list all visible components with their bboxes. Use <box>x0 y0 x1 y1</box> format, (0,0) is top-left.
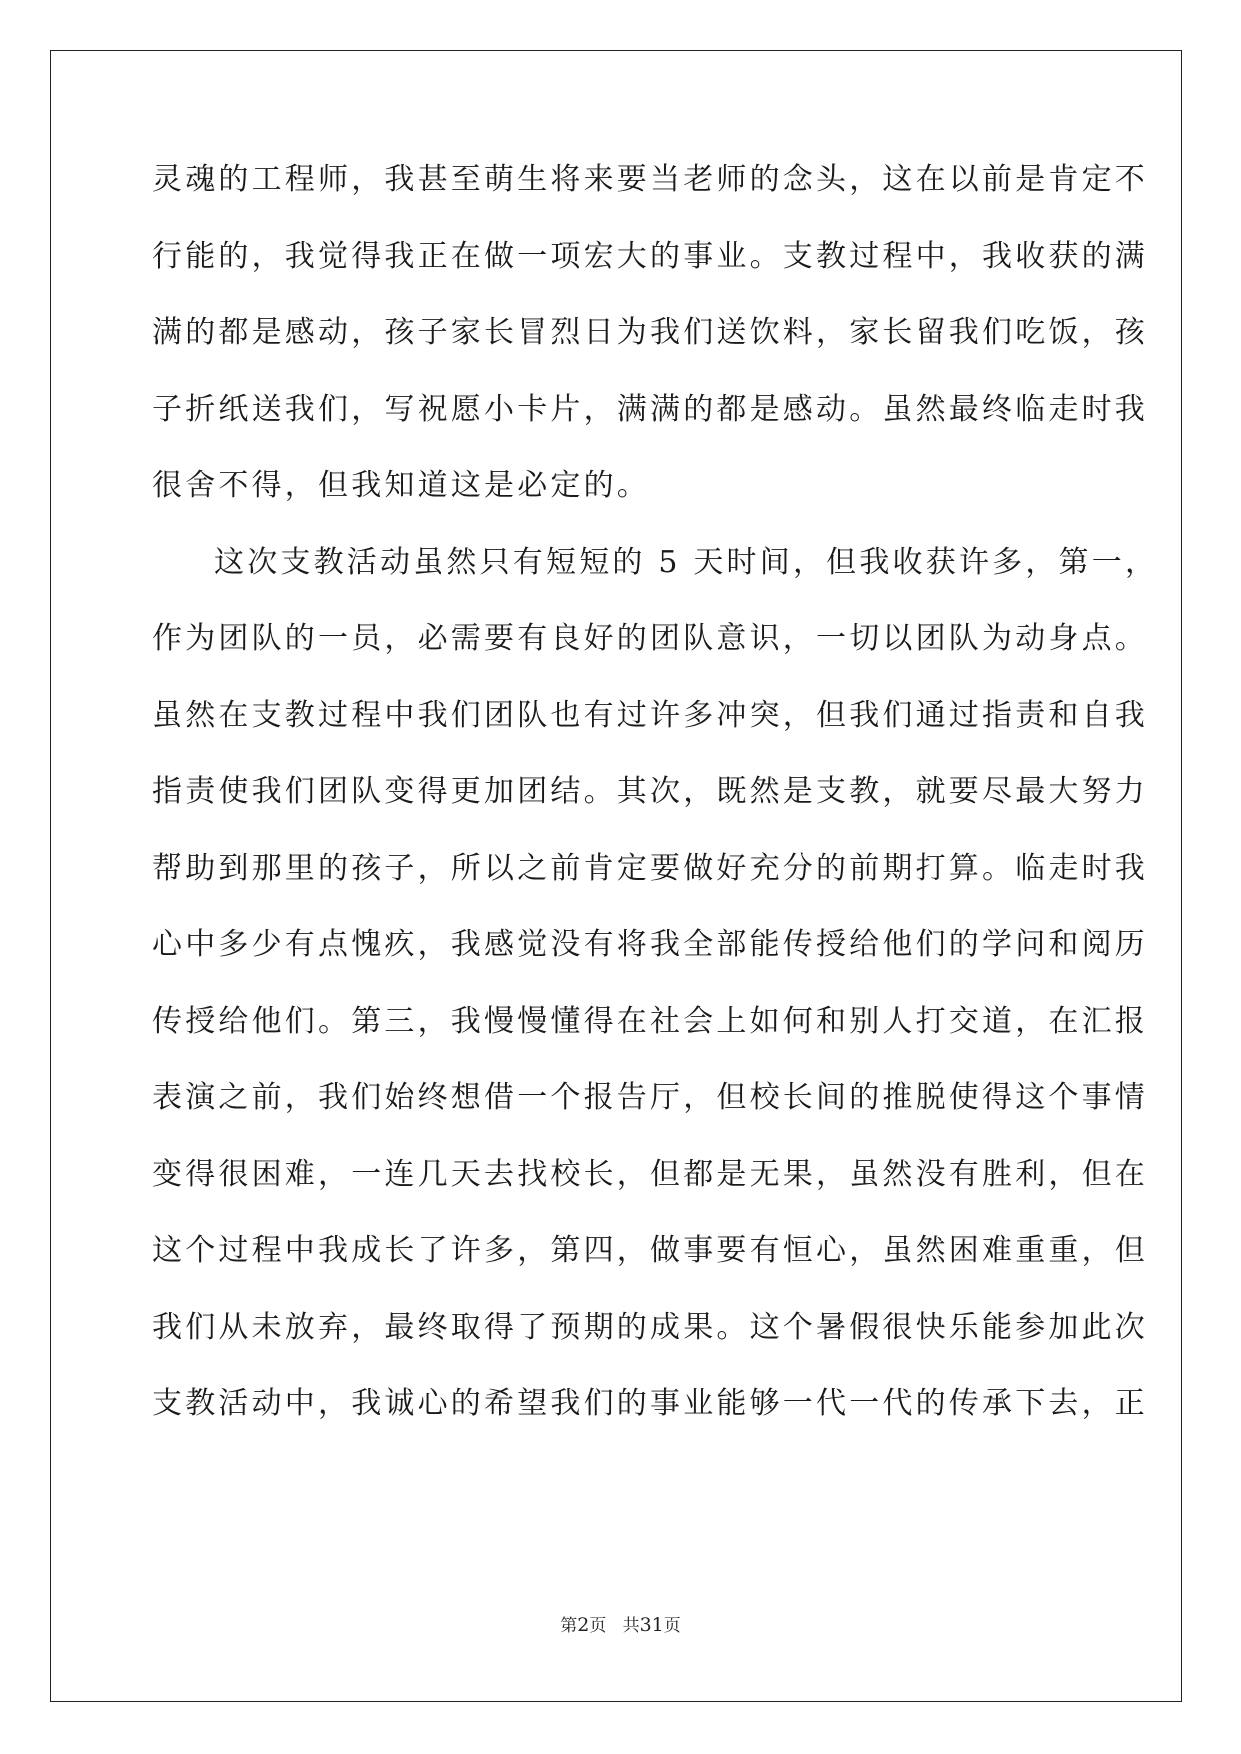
text-line: 心中多少有点愧疚，我感觉没有将我全部能传授给他们的学问和阅历 <box>152 927 1148 962</box>
text-line: 子折纸送我们，写祝愿小卡片，满满的都是感动。虽然最终临走时我 <box>152 391 1148 427</box>
text-line: 满的都是感动，孩子家长冒烈日为我们送饮料，家长留我们吃饭，孩 <box>152 315 1148 350</box>
footer-total-pages: 31 <box>639 1614 664 1636</box>
document-body <box>152 162 1159 1463</box>
text-line: 帮助到那里的孩子，所以之前肯定要做好充分的前期打算。临走时我 <box>152 850 1148 886</box>
text-line: 这个过程中我成长了许多，第四，做事要有恒心，虽然困难重重，但 <box>152 1233 1148 1268</box>
text-line: 支教活动中，我诚心的希望我们的事业能够一代一代的传承下去，正 <box>152 1386 1148 1421</box>
footer-total-prefix: 共 <box>622 1616 640 1636</box>
text-line: 这次支教活动虽然只有短短的 5 天时间，但我收获许多，第一， <box>214 544 1159 580</box>
text-line: 灵魂的工程师，我甚至萌生将来要当老师的念头，这在以前是肯定不 <box>152 162 1148 197</box>
text-line: 表演之前，我们始终想借一个报告厅，但校长间的推脱使得这个事情 <box>152 1080 1148 1115</box>
footer-page-prefix: 第 <box>560 1616 578 1636</box>
text-line: 我们从未放弃，最终取得了预期的成果。这个暑假很快乐能参加此次 <box>152 1309 1148 1345</box>
footer-page-suffix: 页 <box>589 1616 607 1636</box>
footer-total-suffix: 页 <box>663 1616 681 1636</box>
text-line: 很舍不得，但我知道这是必定的。 <box>152 468 650 503</box>
page-footer <box>0 1611 1241 1636</box>
text-line: 行能的，我觉得我正在做一项宏大的事业。支教过程中，我收获的满 <box>152 238 1148 274</box>
text-line: 作为团队的一员，必需要有良好的团队意识，一切以团队为动身点。 <box>152 621 1148 656</box>
text-line: 虽然在支教过程中我们团队也有过许多冲突，但我们通过指责和自我 <box>152 697 1148 733</box>
footer-current-page: 2 <box>577 1614 590 1636</box>
text-line: 变得很困难，一连几天去找校长，但都是无果，虽然没有胜利，但在 <box>152 1156 1148 1192</box>
text-line: 指责使我们团队变得更加团结。其次，既然是支教，就要尽最大努力 <box>152 774 1148 809</box>
text-line: 传授给他们。第三，我慢慢懂得在社会上如何和别人打交道，在汇报 <box>152 1003 1148 1039</box>
